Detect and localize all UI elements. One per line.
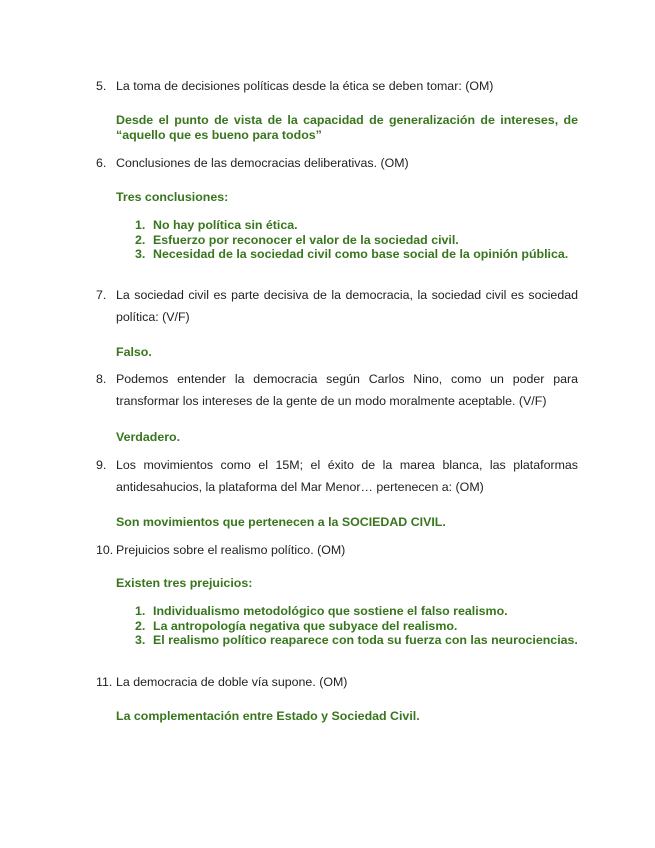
- question-number: 6.: [96, 156, 107, 170]
- question-text: Los movimientos como el 15M; el éxito de la marea blanca, las plataformas antidesahucios, la plataforma del Mar Menor… pertenecen a: (OM): [116, 458, 578, 494]
- question-10: [96, 539, 578, 561]
- question-number: 9.: [96, 458, 107, 472]
- question-text: La democracia de doble vía supone. (OM): [116, 675, 348, 689]
- question-8: [96, 368, 578, 412]
- answer-10: Existen tres prejuicios:: [116, 576, 253, 590]
- answer-8: Verdadero.: [116, 430, 181, 444]
- question-5: [96, 75, 578, 97]
- question-number: 8.: [96, 372, 107, 386]
- list-item: 3. Necesidad de la sociedad civil como base social de la opinión pública.: [135, 247, 569, 261]
- question-number: 11.: [96, 675, 113, 689]
- question-text: Conclusiones de las democracias deliberativas. (OM): [116, 156, 409, 170]
- answer-6-list: [135, 218, 578, 262]
- list-item: 1. Individualismo metodológico que sostiene el falso realismo.: [135, 604, 508, 618]
- question-11: [96, 671, 578, 693]
- question-6: [96, 152, 578, 174]
- list-item: 2. La antropología negativa que subyace del realismo.: [135, 618, 458, 633]
- question-text: La sociedad civil es parte decisiva de la democracia, la sociedad civil es sociedad política: (V/F): [116, 288, 578, 324]
- question-number: 5.: [96, 79, 107, 93]
- question-number: 10.: [96, 543, 114, 557]
- question-text: Prejuicios sobre el realismo político. (OM): [116, 543, 346, 557]
- question-text: La toma de decisiones políticas desde la ética se deben tomar: (OM): [116, 79, 494, 93]
- question-number: 7.: [96, 288, 107, 302]
- list-item: 1. No hay política sin ética.: [135, 218, 298, 232]
- answer-10-list: [135, 604, 578, 648]
- question-9: [96, 454, 578, 498]
- question-7: [96, 284, 578, 328]
- answer-6: Tres conclusiones:: [116, 190, 229, 204]
- answer-7: Falso.: [116, 345, 152, 359]
- question-text: Podemos entender la democracia según Carlos Nino, como un poder para transformar los intereses de la gente de un modo moralmente aceptable. (V/F): [116, 372, 578, 408]
- answer-5: Desde el punto de vista de la capacidad de generalización de intereses, de “aquello que es bueno para todos”: [116, 113, 578, 142]
- answer-9: Son movimientos que pertenecen a la SOCIEDAD CIVIL.: [116, 515, 446, 529]
- list-item: 2. Esfuerzo por reconocer el valor de la sociedad civil.: [135, 232, 459, 247]
- list-item: 3. El realismo político reaparece con toda su fuerza con las neurociencias.: [135, 633, 578, 647]
- answer-11: La complementación entre Estado y Sociedad Civil.: [116, 709, 420, 723]
